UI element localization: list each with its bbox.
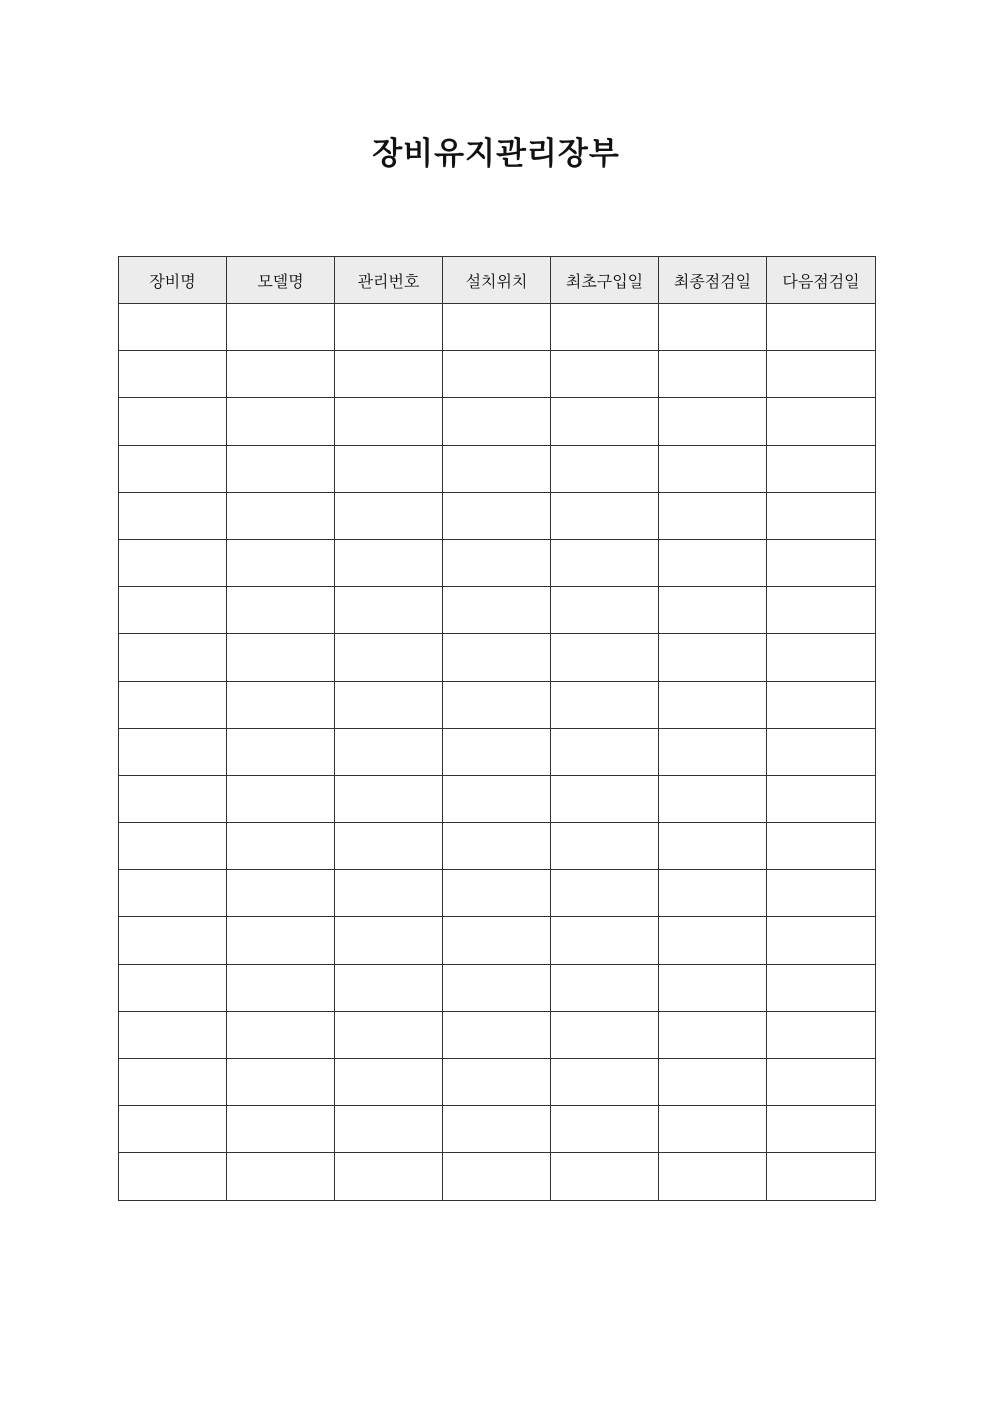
- table-cell[interactable]: [443, 1106, 551, 1153]
- table-cell[interactable]: [335, 304, 443, 351]
- table-cell[interactable]: [767, 964, 876, 1011]
- table-cell[interactable]: [767, 681, 876, 728]
- table-cell[interactable]: [227, 823, 335, 870]
- table-row: [119, 492, 876, 539]
- table-cell[interactable]: [443, 587, 551, 634]
- table-cell[interactable]: [551, 398, 659, 445]
- table-cell[interactable]: [227, 870, 335, 917]
- table-cell[interactable]: [227, 1153, 335, 1200]
- table-cell[interactable]: [659, 823, 767, 870]
- table-cell[interactable]: [335, 398, 443, 445]
- table-cell[interactable]: [227, 964, 335, 1011]
- table-cell[interactable]: [227, 728, 335, 775]
- table-cell[interactable]: [767, 587, 876, 634]
- table-cell[interactable]: [335, 1011, 443, 1058]
- table-cell[interactable]: [119, 775, 227, 822]
- table-cell[interactable]: [767, 539, 876, 586]
- table-cell[interactable]: [335, 917, 443, 964]
- table-cell[interactable]: [335, 587, 443, 634]
- table-cell[interactable]: [119, 1106, 227, 1153]
- table-cell[interactable]: [659, 587, 767, 634]
- table-cell[interactable]: [659, 870, 767, 917]
- table-cell[interactable]: [767, 398, 876, 445]
- table-cell[interactable]: [659, 1153, 767, 1200]
- table-cell[interactable]: [767, 634, 876, 681]
- table-row: [119, 964, 876, 1011]
- table-cell[interactable]: [119, 539, 227, 586]
- table-cell[interactable]: [767, 1011, 876, 1058]
- table-cell[interactable]: [767, 823, 876, 870]
- table-cell[interactable]: [767, 728, 876, 775]
- table-cell[interactable]: [119, 870, 227, 917]
- table-cell[interactable]: [335, 964, 443, 1011]
- table-cell[interactable]: [551, 681, 659, 728]
- table-cell[interactable]: [227, 917, 335, 964]
- table-cell[interactable]: [119, 964, 227, 1011]
- table-cell[interactable]: [551, 870, 659, 917]
- table-cell[interactable]: [443, 775, 551, 822]
- table-cell[interactable]: [335, 445, 443, 492]
- table-cell[interactable]: [119, 445, 227, 492]
- table-cell[interactable]: [335, 492, 443, 539]
- table-cell[interactable]: [443, 823, 551, 870]
- table-row: [119, 304, 876, 351]
- table-cell[interactable]: [551, 1011, 659, 1058]
- header-equipment-name: 장비명: [119, 257, 227, 304]
- table-cell[interactable]: [335, 823, 443, 870]
- table-row: [119, 728, 876, 775]
- table-cell[interactable]: [119, 351, 227, 398]
- table-cell[interactable]: [551, 1106, 659, 1153]
- table-cell[interactable]: [443, 1011, 551, 1058]
- table-cell[interactable]: [227, 1011, 335, 1058]
- table-cell[interactable]: [551, 587, 659, 634]
- table-row: [119, 634, 876, 681]
- table-cell[interactable]: [227, 539, 335, 586]
- table-cell[interactable]: [227, 398, 335, 445]
- table-cell[interactable]: [335, 1153, 443, 1200]
- table-cell[interactable]: [443, 351, 551, 398]
- table-cell[interactable]: [119, 917, 227, 964]
- table-cell[interactable]: [551, 304, 659, 351]
- table-row: [119, 398, 876, 445]
- table-cell[interactable]: [551, 964, 659, 1011]
- table-cell[interactable]: [227, 1059, 335, 1106]
- table-cell[interactable]: [767, 1153, 876, 1200]
- table-cell[interactable]: [119, 304, 227, 351]
- table-row: [119, 351, 876, 398]
- table-cell[interactable]: [335, 681, 443, 728]
- table-cell[interactable]: [119, 634, 227, 681]
- table-header-row: [119, 257, 876, 304]
- header-installation-location: 설치위치: [443, 257, 551, 304]
- table-cell[interactable]: [227, 304, 335, 351]
- table-cell[interactable]: [767, 917, 876, 964]
- header-model-name: 모델명: [227, 257, 335, 304]
- table-cell[interactable]: [551, 351, 659, 398]
- table-cell[interactable]: [227, 445, 335, 492]
- table-cell[interactable]: [119, 587, 227, 634]
- table-cell[interactable]: [227, 492, 335, 539]
- table-row: [119, 1106, 876, 1153]
- table-cell[interactable]: [443, 398, 551, 445]
- table-cell[interactable]: [551, 775, 659, 822]
- table-cell[interactable]: [443, 681, 551, 728]
- table-cell[interactable]: [659, 539, 767, 586]
- header-next-inspection-date: 다음점검일: [767, 257, 876, 304]
- table-cell[interactable]: [659, 398, 767, 445]
- table-row: [119, 587, 876, 634]
- table-cell[interactable]: [443, 1153, 551, 1200]
- table-row: [119, 917, 876, 964]
- table-cell[interactable]: [767, 492, 876, 539]
- table-cell[interactable]: [659, 304, 767, 351]
- equipment-ledger-table: [118, 256, 876, 1201]
- table-cell[interactable]: [659, 351, 767, 398]
- table-cell[interactable]: [443, 1059, 551, 1106]
- table-cell[interactable]: [335, 728, 443, 775]
- table-cell[interactable]: [767, 870, 876, 917]
- table-cell[interactable]: [119, 728, 227, 775]
- table-cell[interactable]: [443, 728, 551, 775]
- table-row: [119, 823, 876, 870]
- table-cell[interactable]: [551, 492, 659, 539]
- table-cell[interactable]: [551, 634, 659, 681]
- header-first-purchase-date: 최초구입일: [551, 257, 659, 304]
- table-cell[interactable]: [659, 445, 767, 492]
- page-title: 장비유지관리장부: [372, 136, 620, 172]
- table-row: [119, 445, 876, 492]
- table-cell[interactable]: [659, 917, 767, 964]
- table-cell[interactable]: [335, 634, 443, 681]
- table-cell[interactable]: [335, 1059, 443, 1106]
- table-cell[interactable]: [119, 1011, 227, 1058]
- table-cell[interactable]: [551, 1153, 659, 1200]
- table-cell[interactable]: [335, 870, 443, 917]
- table-cell[interactable]: [551, 823, 659, 870]
- table-cell[interactable]: [767, 304, 876, 351]
- table-cell[interactable]: [659, 492, 767, 539]
- table-cell[interactable]: [119, 398, 227, 445]
- table-cell[interactable]: [767, 351, 876, 398]
- table-cell[interactable]: [443, 304, 551, 351]
- table-cell[interactable]: [659, 681, 767, 728]
- table-cell[interactable]: [767, 775, 876, 822]
- table-cell[interactable]: [767, 1059, 876, 1106]
- table-cell[interactable]: [551, 445, 659, 492]
- table-cell[interactable]: [659, 1011, 767, 1058]
- table-body: [119, 304, 876, 1201]
- table-cell[interactable]: [443, 634, 551, 681]
- table-row: [119, 1059, 876, 1106]
- table-cell[interactable]: [443, 870, 551, 917]
- table-cell[interactable]: [227, 634, 335, 681]
- table-cell[interactable]: [551, 728, 659, 775]
- table-cell[interactable]: [659, 634, 767, 681]
- table-cell[interactable]: [659, 964, 767, 1011]
- table-row: [119, 775, 876, 822]
- table-row: [119, 1011, 876, 1058]
- table-row: [119, 870, 876, 917]
- table-cell[interactable]: [659, 1106, 767, 1153]
- table-cell[interactable]: [119, 823, 227, 870]
- table-row: [119, 1153, 876, 1200]
- table-cell[interactable]: [443, 492, 551, 539]
- table-cell[interactable]: [119, 492, 227, 539]
- table-cell[interactable]: [659, 728, 767, 775]
- table-cell[interactable]: [443, 445, 551, 492]
- table-cell[interactable]: [767, 1106, 876, 1153]
- table-cell[interactable]: [119, 681, 227, 728]
- header-last-inspection-date: 최종점검일: [659, 257, 767, 304]
- table-cell[interactable]: [119, 1059, 227, 1106]
- table-cell[interactable]: [443, 539, 551, 586]
- table-cell[interactable]: [551, 1059, 659, 1106]
- table-cell[interactable]: [227, 351, 335, 398]
- table-cell[interactable]: [659, 1059, 767, 1106]
- table-cell[interactable]: [119, 1153, 227, 1200]
- header-management-number: 관리번호: [335, 257, 443, 304]
- table-cell[interactable]: [443, 964, 551, 1011]
- table-cell[interactable]: [443, 917, 551, 964]
- table-cell[interactable]: [767, 445, 876, 492]
- table-cell[interactable]: [551, 917, 659, 964]
- table-cell[interactable]: [335, 539, 443, 586]
- table-cell[interactable]: [551, 539, 659, 586]
- table-row: [119, 539, 876, 586]
- table-cell[interactable]: [335, 351, 443, 398]
- table-cell[interactable]: [659, 775, 767, 822]
- table-cell[interactable]: [335, 1106, 443, 1153]
- table-row: [119, 681, 876, 728]
- table-cell[interactable]: [227, 1106, 335, 1153]
- table-cell[interactable]: [227, 587, 335, 634]
- table-cell[interactable]: [227, 775, 335, 822]
- table-cell[interactable]: [227, 681, 335, 728]
- table-cell[interactable]: [335, 775, 443, 822]
